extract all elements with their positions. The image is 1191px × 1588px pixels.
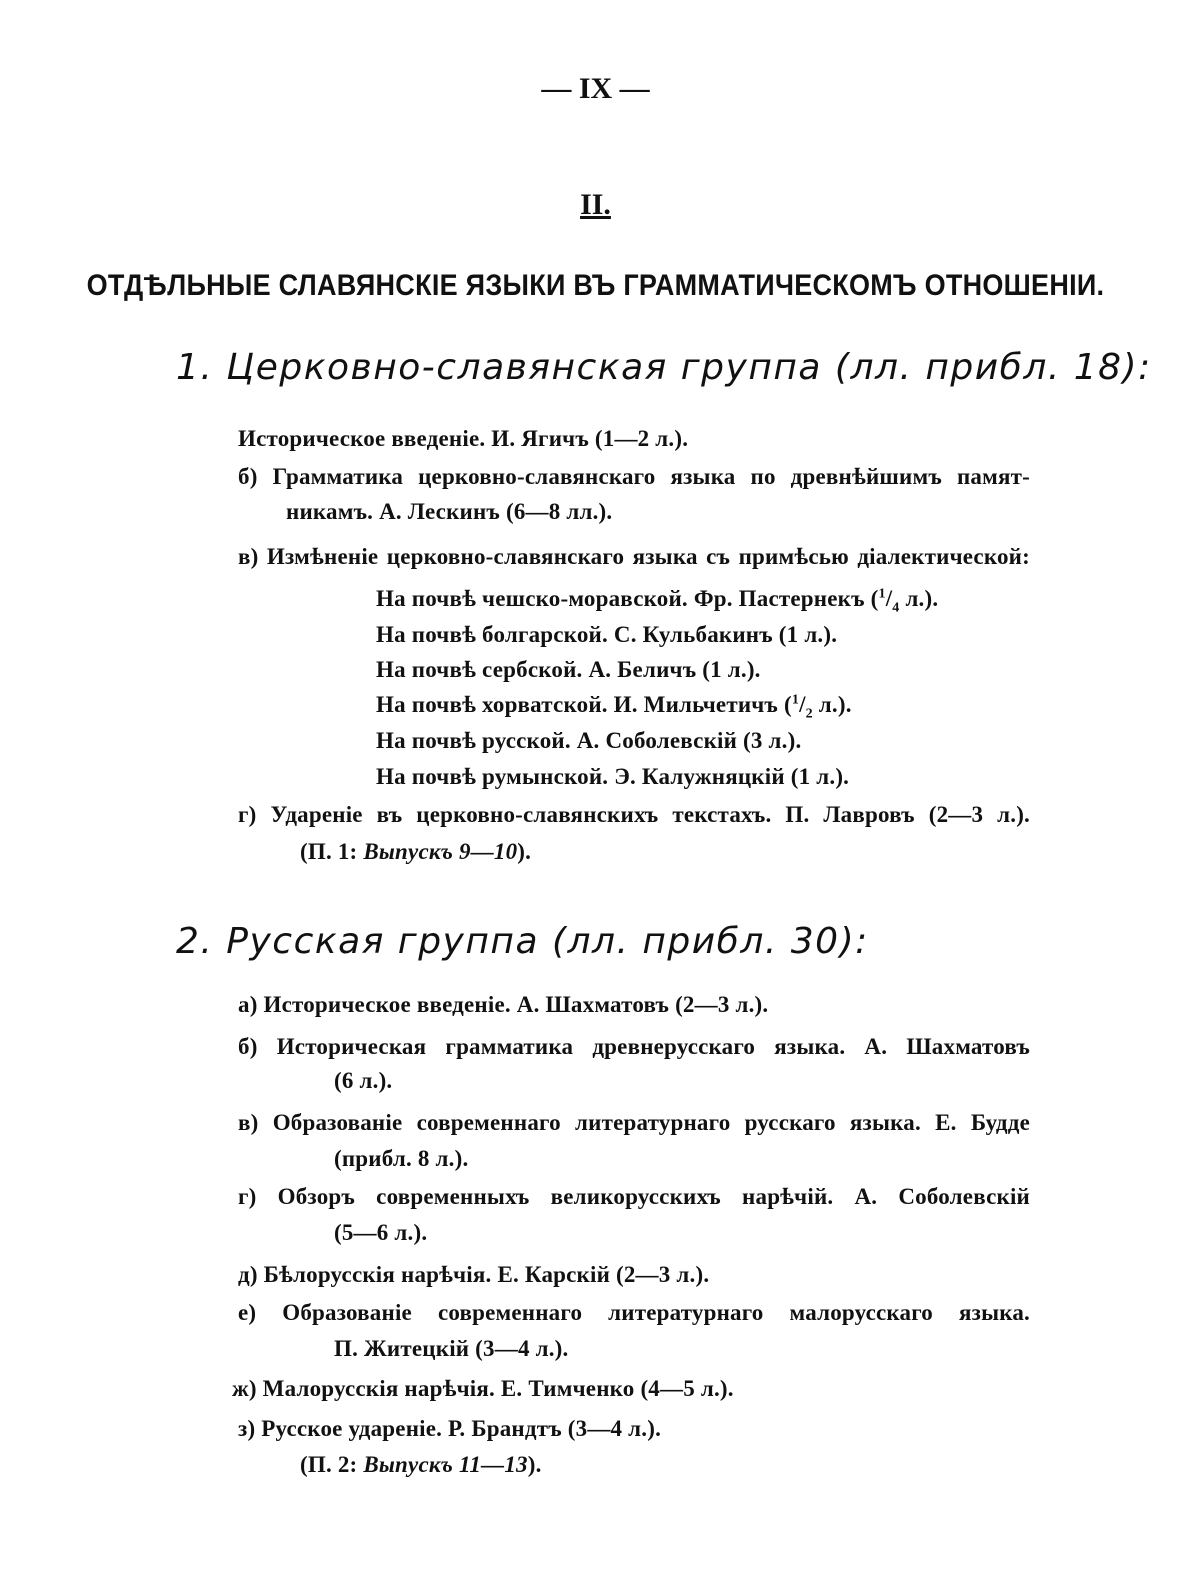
s1-sub4-text: На почвѣ хорватской. И. Мильчетичъ ( — [376, 692, 792, 717]
s2-item-z: з) Русское удареніе. Р. Брандтъ (3—4 л.). — [238, 1416, 662, 1441]
s1-item-a: Историческое введеніе. И. Ягичъ (1—2 л.). — [238, 426, 689, 451]
s2-item-v-line2: (прибл. 8 л.). — [334, 1146, 469, 1171]
section-1-heading: 1. Церковно-славянская группа (лл. прибл. 18): — [176, 347, 1152, 388]
s1-sub1-tail: л.). — [899, 586, 939, 611]
s2-item-e-line1: е) Образованіе современнаго литературнаго малорусскаго языка. — [238, 1300, 1030, 1325]
s2-item-v-line1: в) Образованіе современнаго литературнаго русскаго языка. Е. Будде — [238, 1110, 1030, 1135]
s1-sub4-denominator: 2 — [805, 706, 813, 722]
section-2-heading: 2. Русская группа (лл. прибл. 30): — [176, 921, 869, 962]
s2-note-pre: (П. 2: — [300, 1452, 364, 1477]
s1-sub4-numerator: 1 — [791, 692, 800, 708]
s1-item-v-line1: в) Измѣненіе церковно-славянскаго языка съ примѣсью діалектической: — [238, 544, 1030, 569]
s1-volume-note — [300, 837, 531, 867]
s2-item-e-line2: П. Житецкій (3—4 л.). — [334, 1336, 569, 1361]
s1-sub1-denominator: 4 — [892, 600, 900, 616]
s1-item-g: г) Удареніе въ церковно-славянскихъ текстахъ. П. Лавровъ (2—3 л.). — [238, 802, 1030, 827]
s1-item-v-sub1: На почвѣ чешско-моравской. Фр. Пастернекъ ($^1/_4$ л.). — [376, 586, 939, 616]
s1-sub4-tail: л.). — [812, 692, 852, 717]
s1-item-b-line2: никамъ. А. Лескинъ (6—8 лл.). — [286, 499, 613, 524]
s2-item-d: д) Бѣлорусскія нарѣчія. Е. Карскій (2—3 л.). — [238, 1262, 710, 1287]
s2-item-g-line1: г) Обзоръ современныхъ великорусскихъ нарѣчій. А. Соболевскій — [238, 1184, 1030, 1209]
s2-volume-note — [300, 1450, 542, 1480]
s2-item-a: а) Историческое введеніе. А. Шахматовъ (2—3 л.). — [238, 992, 769, 1017]
s1-sub1-text: На почвѣ чешско-моравской. Фр. Пастернекъ ( — [376, 586, 879, 611]
s1-item-b-line1: б) Грамматика церковно-славянскаго языка по древнѣйшимъ памят- — [238, 464, 1030, 489]
s1-item-v-sub4: На почвѣ хорватской. И. Мильчетичъ ($^1/_2$ л.). — [376, 692, 852, 722]
s2-item-b-line2: (6 л.). — [334, 1068, 393, 1093]
part-number: II. — [580, 188, 611, 221]
s1-item-v-sub2: На почвѣ болгарской. С. Кульбакинъ (1 л.). — [376, 622, 838, 647]
s1-sub1-numerator: 1 — [878, 586, 886, 602]
s1-note-pre: (П. 1: — [300, 839, 364, 864]
s2-item-g-line2: (5—6 л.). — [334, 1220, 428, 1245]
s2-item-b-line1: б) Историческая грамматика древнерусскаго языка. А. Шахматовъ — [238, 1034, 1030, 1059]
s1-item-v-sub6: На почвѣ румынской. Э. Калужняцкій (1 л.). — [376, 764, 850, 789]
s2-note-post: ). — [527, 1452, 542, 1477]
page-number: — IX — — [541, 72, 650, 105]
s1-item-v-sub3: На почвѣ сербской. А. Беличъ (1 л.). — [376, 657, 761, 682]
s1-item-v-sub5: На почвѣ русской. А. Соболевскій (3 л.). — [376, 728, 802, 753]
page-title: ОТДѢЛЬНЫЕ СЛАВЯНСКІЕ ЯЗЫКИ ВЪ ГРАММАТИЧЕСКОМЪ ОТНОШЕНІИ. — [86, 269, 1105, 302]
s1-note-issue: Выпускъ 9—10 — [363, 839, 518, 864]
s2-note-issue: Выпускъ 11—13 — [363, 1452, 528, 1477]
s2-item-zh: ж) Малорусскія нарѣчія. Е. Тимченко (4—5 л.). — [232, 1376, 734, 1401]
s1-note-post: ). — [517, 839, 532, 864]
